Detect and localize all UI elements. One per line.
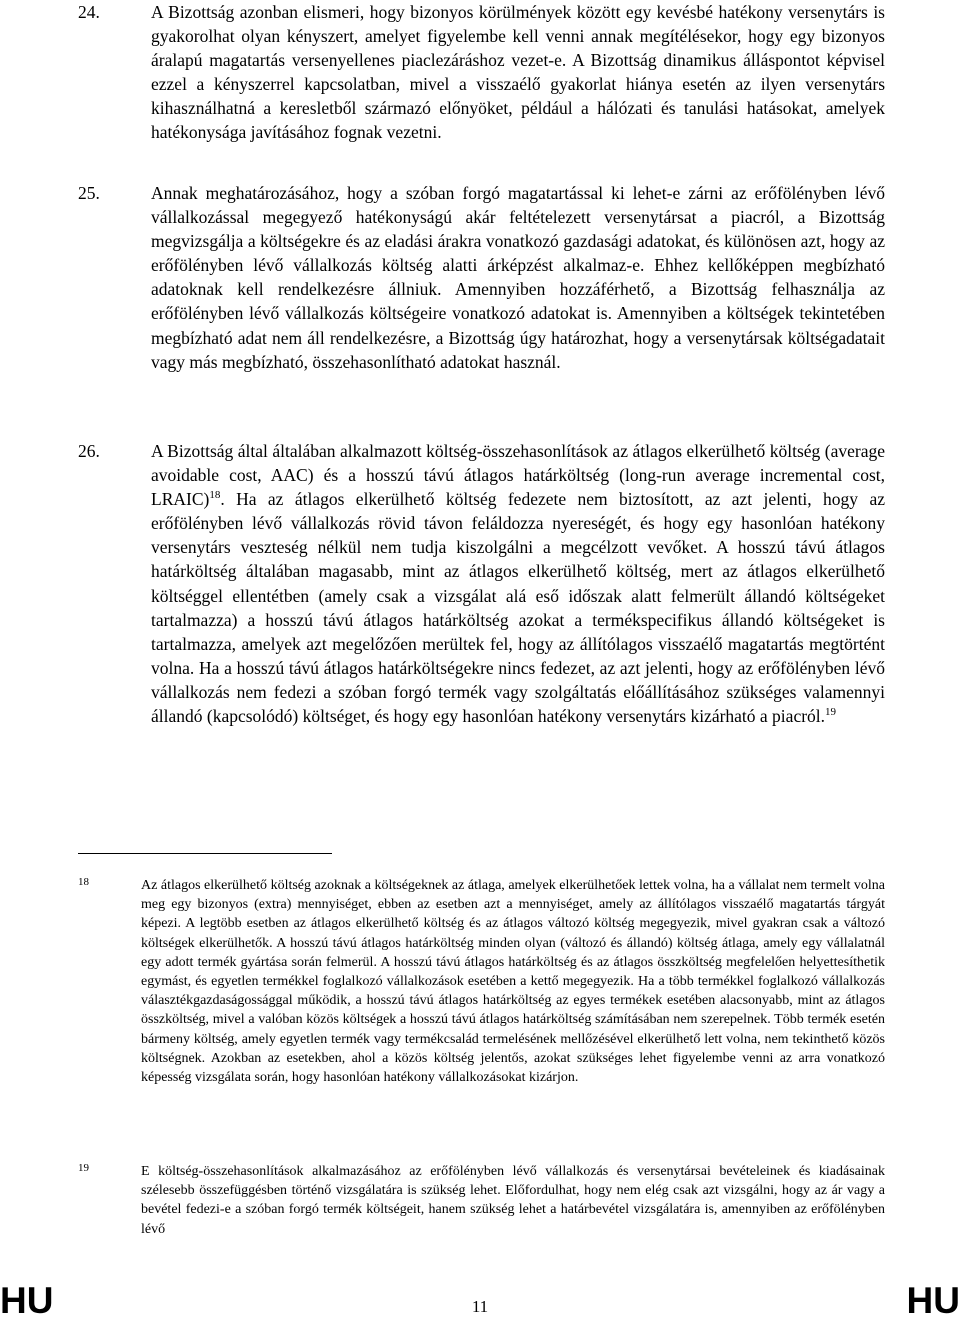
paragraph-number: 24. xyxy=(78,2,100,22)
footnote-number: 18 xyxy=(78,876,89,888)
language-code-right: HU xyxy=(906,1280,960,1321)
page-number: 11 xyxy=(471,1297,489,1316)
paragraph-text-part: . Ha az átlagos elkerülhető költség fedezete nem biztosított, az azt jelenti, hogy az erőfölényben lévő vállalkozás rövid távon feláldozza nyereségét, és hogy egy hasonlóan hatékony versenytárs veszteség nélkül nem tudja kiszolgálni a megcélzott vevőket. A hosszú távú átlagos határköltség általában magasabb, mint az átlagos elkerülhető költség, mert az átlagos elkerülhető költséggel ellentétben (amely csak a vizsgálat alá eső időszak alatt felmerült állandó költségeket tartalmazza) a hosszú távú átlagos határköltség azokat a termékspecifikus állandó költségeket is tartalmazza, amelyek azt megelőzően merültek fel, hogy az állítólagos visszaélő magatartás megtörtént volna. Ha a hosszú távú átlagos határköltségekre nincs fedezet, az azt jelenti, hogy az erőfölényben lévő vállalkozás nem fedezi a szóban forgó termék vagy szolgáltatás előállításához szükséges valamennyi állandó (kapcsolódó) költséget, és hogy egy hasonlóan hatékony versenytárs kizárható a piacról. xyxy=(151,489,885,727)
footnote-reference[interactable]: 19 xyxy=(825,706,837,719)
paragraph-text xyxy=(151,439,885,728)
paragraph-text-part: A Bizottság által általában alkalmazott költség-összehasonlítások az átlagos elkerülhető költség (average avoidable cost, AAC) és a hosszú távú átlagos határköltség (long-run average incremental cost, LRAIC) xyxy=(151,441,885,510)
paragraph-number: 25. xyxy=(78,183,100,203)
paragraph-number: 26. xyxy=(78,441,100,461)
footnote-text: E költség-összehasonlítások alkalmazásához az erőfölényben lévő vállalkozás és versenytársai bevételeinek és kiadásainak szélesebb összefüggésben történő vizsgálatára is szükség lehet. Előfordulhat, hogy nem elég csak azt vizsgálni, hogy az ár vagy a bevétel fedezi-e a szóban forgó termék költségeit, hanem szükség lehet a határbevétel vizsgálatára is, amennyiben az erőfölényben lévő xyxy=(141,1164,885,1237)
paragraph-text: Annak meghatározásához, hogy a szóban forgó magatartással ki lehet-e zárni az erőfölényben lévő vállalkozással megegyező hatékonyságú akár feltételezett versenytársat a piacról, a Bizottság megvizsgálja a költségekre és az eladási árakra vonatkozó gazdasági adatokat, és különösen azt, hogy az erőfölényben lévő vállalkozás költség alatti árképzést alkalmaz-e. Ehhez kellőképpen megbízható adatoknak kell rendelkezésre állniuk. Amennyiben hozzáférhető, a Bizottság felhasználja az erőfölényben lévő vállalkozás költségeire vonatkozó adatokat is. Amennyiben a költségek tekintetében megbízható adat nem áll rendelkezésre, a Bizottság úgy határozhat, hogy a versenytársak költségadatait vagy más megbízható, összehasonlítható adatokat használ. xyxy=(151,183,885,372)
paragraph-text: A Bizottság azonban elismeri, hogy bizonyos körülmények között egy kevésbé hatékony versenytárs is gyakorolhat olyan kényszert, amelyet figyelembe kell venni annak megítélésekor, hogy egy bizonyos áralapú magatartás versenyellenes piaclezáráshoz vezet-e. A Bizottság dinamikus álláspontot képvisel ezzel a kényszerrel kapcsolatban, mivel a visszaélő gyakorlat hiánya esetén az ilyen versenytárs kihasználhatná a keresletből származó előnyöket, például a hálózati és tanulási hatásokat, amelyek hatékonysága javításához fognak vezetni. xyxy=(151,2,885,143)
language-code-left: HU xyxy=(0,1280,54,1321)
footnote-reference[interactable]: 18 xyxy=(209,489,221,502)
footnote-separator xyxy=(78,853,332,854)
footnote-number: 19 xyxy=(78,1162,89,1174)
footnote-text: Az átlagos elkerülhető költség azoknak a költségeknek az átlaga, amelyek elkerülhetőek lettek volna, ha a vállalat nem termelt volna meg egy bizonyos (extra) mennyiséget, ebben az esetben azt a mennyiséget, amely az állítólagos visszaélő magatartás tárgyát képezi. A legtöbb esetben az átlagos elkerülhető költség és az átlagos változó költség megegyezik, mivel gyakran csak a változó költségek elkerülhetők. A hosszú távú átlagos határköltség minden olyan (változó és állandó) költség átlaga, amely egy vállalatnál egy adott termék gyártása során felmerül. A hosszú távú átlagos határköltség és az átlagos összköltség megfelelően helyettesíthetik egymást, és egyetlen termékkel foglalkozó vállalkozások esetében a kettő megegyezik. Ha a több termékkel foglalkozó vállalkozás választékgazdaságossággal működik, a hosszú távú átlagos határköltség az egyes termékek esetében alacsonyabb, mint az átlagos összköltség, mivel a valóban közös költségek a hosszú távú átlagos határköltség számításában nem szerepelnek. Több termék esetén bármeny költség, amely egyetlen termék vagy termékcsalád termelésének mellőzésével elkerülhető lett volna, nem tekinthető közös költségnek. Azokban az esetekben, ahol a közös költség jelentős, azokat szükséges lehet figyelembe venni az arra vonatkozó képesség vizsgálata során, hogy hasonlóan hatékony vállalkozásokat kizárjon. xyxy=(141,878,885,1086)
